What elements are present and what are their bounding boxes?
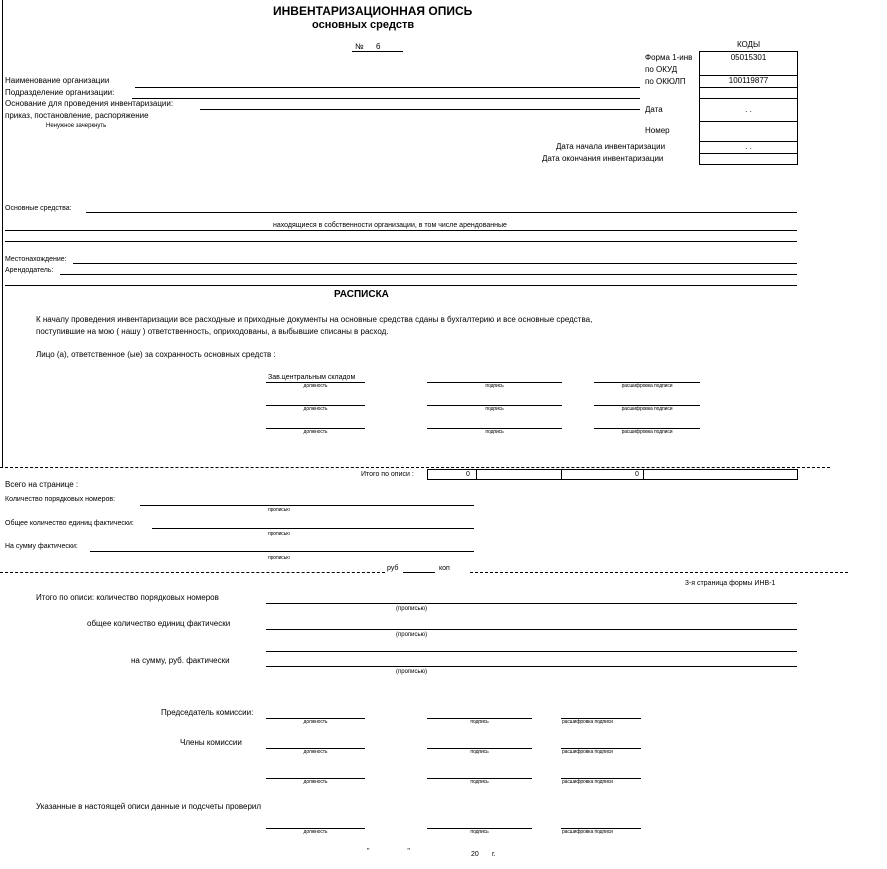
totals-cell-divider bbox=[476, 469, 477, 480]
rub-label: руб bbox=[387, 565, 399, 572]
total-count-label: Итого по описи: количество порядковых номеров bbox=[36, 593, 219, 602]
position-caption: должность bbox=[303, 749, 328, 755]
decoding-caption: расшифровка подписи bbox=[562, 779, 613, 785]
signature-caption: подпись bbox=[470, 779, 489, 785]
okulp-code: 100119877 bbox=[728, 76, 769, 85]
codes-row-line bbox=[699, 87, 798, 88]
chairman-label: Председатель комиссии: bbox=[161, 708, 254, 717]
lessor-field[interactable] bbox=[60, 274, 797, 275]
signature-caption: подпись bbox=[470, 829, 489, 835]
decoding-caption: расшифровка подписи bbox=[562, 749, 613, 755]
location-label: Местонахождение: bbox=[5, 256, 67, 263]
codes-row-line bbox=[699, 153, 798, 154]
basis-options: приказ, постановление, распоряжение bbox=[5, 111, 149, 120]
total-sum-field[interactable] bbox=[266, 666, 797, 667]
third-page-note: 3-я страница формы ИНВ-1 bbox=[685, 580, 776, 587]
totals-row bbox=[427, 469, 798, 480]
form-title: ИНВЕНТАРИЗАЦИОННАЯ ОПИСЬ bbox=[273, 4, 473, 18]
signature-caption: подпись bbox=[470, 719, 489, 725]
number-underline bbox=[352, 51, 403, 52]
in-words-caption: (прописью) bbox=[396, 632, 428, 638]
in-words-caption: прописью bbox=[268, 507, 290, 513]
org-name-label: Наименование организации bbox=[5, 76, 110, 85]
assets-label: Основные средства: bbox=[5, 205, 72, 212]
page-break-line bbox=[0, 572, 385, 573]
decoding-caption: расшифровка подписи bbox=[562, 829, 613, 835]
page-break-line bbox=[470, 572, 848, 573]
subdivision-field[interactable] bbox=[132, 98, 640, 99]
subdivision-label: Подразделение организации: bbox=[5, 88, 115, 97]
on-page-label: Всего на странице : bbox=[5, 480, 79, 489]
start-date-value: . . bbox=[745, 142, 752, 151]
receipt-text-line1: К началу проведения инвентаризации все расходные и приходные документы на основные средства сданы в бухгалтерию и все основные средства, bbox=[36, 315, 593, 324]
count-numbers-label: Количество порядковых номеров: bbox=[5, 496, 116, 503]
total-count-field[interactable] bbox=[266, 603, 797, 604]
decoding-caption: расшифровка подписи bbox=[562, 719, 613, 725]
number-label: № bbox=[355, 42, 364, 51]
date-quotes: " " bbox=[367, 848, 428, 855]
decoding-caption: расшифровка подписи bbox=[621, 429, 673, 435]
assets-line bbox=[5, 230, 797, 231]
totals-value-1: 0 bbox=[466, 471, 470, 478]
form-code-label: Форма 1-инв bbox=[645, 53, 693, 62]
decoding-caption: расшифровка подписи bbox=[621, 383, 673, 389]
doc-number-label: Номер bbox=[645, 126, 670, 135]
okud-label: по ОКУД bbox=[645, 65, 678, 74]
sum-label: На сумму фактически: bbox=[5, 543, 78, 550]
codes-row-line bbox=[699, 98, 798, 99]
totals-cell-divider bbox=[643, 469, 644, 480]
lessor-label: Арендодатель: bbox=[5, 267, 54, 274]
position-caption: должность bbox=[303, 406, 328, 412]
kop-label: коп bbox=[439, 565, 450, 572]
page-break-line bbox=[0, 467, 830, 468]
first-position: Зав.центральным складом bbox=[268, 374, 356, 381]
total-units-field[interactable] bbox=[266, 629, 797, 630]
assets-field[interactable] bbox=[86, 212, 797, 213]
members-label: Члены комиссии bbox=[180, 738, 242, 747]
date-value: . . bbox=[745, 105, 752, 114]
basis-label: Основание для проведения инвентаризации: bbox=[5, 99, 174, 108]
totals-value-2: 0 bbox=[635, 471, 639, 478]
in-words-caption: прописью bbox=[268, 531, 290, 537]
rub-field[interactable] bbox=[403, 572, 435, 573]
start-date-label: Дата начала инвентаризации bbox=[556, 142, 666, 151]
totals-cell-divider bbox=[561, 469, 562, 480]
assets-line bbox=[5, 241, 797, 242]
checked-label: Указанные в настоящей описи данные и подсчеты проверил bbox=[36, 802, 262, 811]
assets-bottom-line bbox=[5, 285, 797, 286]
itogo-label: Итого по описи : bbox=[361, 471, 414, 478]
position-caption: должность bbox=[303, 429, 328, 435]
okud-code: 05015301 bbox=[730, 53, 767, 62]
signature-caption: подпись bbox=[485, 383, 504, 389]
okulp-label: по ОКЮЛП bbox=[645, 77, 686, 86]
total-sum-label: на сумму, руб. фактически bbox=[131, 656, 230, 665]
total-units-label: общее количество единиц фактически bbox=[87, 619, 231, 628]
receipt-title: РАСПИСКА bbox=[334, 289, 389, 300]
signature-caption: подпись bbox=[470, 749, 489, 755]
strike-note: Ненужное зачеркнуть bbox=[46, 123, 107, 129]
basis-field[interactable] bbox=[200, 109, 640, 110]
year-suffix: г. bbox=[492, 851, 496, 858]
in-words-caption: (прописью) bbox=[396, 669, 428, 675]
position-caption: должность bbox=[303, 383, 328, 389]
location-field[interactable] bbox=[73, 263, 797, 264]
left-border bbox=[2, 0, 3, 468]
codes-row-line bbox=[699, 121, 798, 122]
in-words-caption: прописью bbox=[268, 555, 290, 561]
signature-caption: подпись bbox=[485, 429, 504, 435]
year-prefix: 20 bbox=[471, 851, 479, 858]
number-value: 6 bbox=[376, 42, 381, 51]
in-words-caption: (прописью) bbox=[396, 606, 428, 612]
end-date-label: Дата окончания инвентаризации bbox=[542, 154, 664, 163]
position-caption: должность bbox=[303, 779, 328, 785]
codes-title: КОДЫ bbox=[736, 40, 761, 49]
signature-caption: подпись bbox=[485, 406, 504, 412]
date-label: Дата bbox=[645, 105, 663, 114]
position-caption: должность bbox=[303, 829, 328, 835]
total-units-label: Общее количество единиц фактически: bbox=[5, 520, 134, 527]
form-subtitle: основных средств bbox=[312, 19, 415, 31]
position-caption: должность bbox=[303, 719, 328, 725]
total-sum-line[interactable] bbox=[266, 651, 797, 652]
total-units-field[interactable] bbox=[152, 528, 474, 529]
decoding-caption: расшифровка подписи bbox=[621, 406, 673, 412]
responsible-label: Лицо (а), ответственное (ые) за сохранность основных средств : bbox=[36, 350, 276, 359]
receipt-text-line2: поступившие на мою ( нашу ) ответственность, оприходованы, а выбывшие списаны в расход. bbox=[36, 327, 389, 336]
count-numbers-field[interactable] bbox=[140, 505, 474, 506]
owned-note: находящиеся в собственности организации, в том числе арендованные bbox=[273, 222, 507, 229]
org-name-field[interactable] bbox=[135, 87, 640, 88]
sum-field[interactable] bbox=[90, 551, 474, 552]
